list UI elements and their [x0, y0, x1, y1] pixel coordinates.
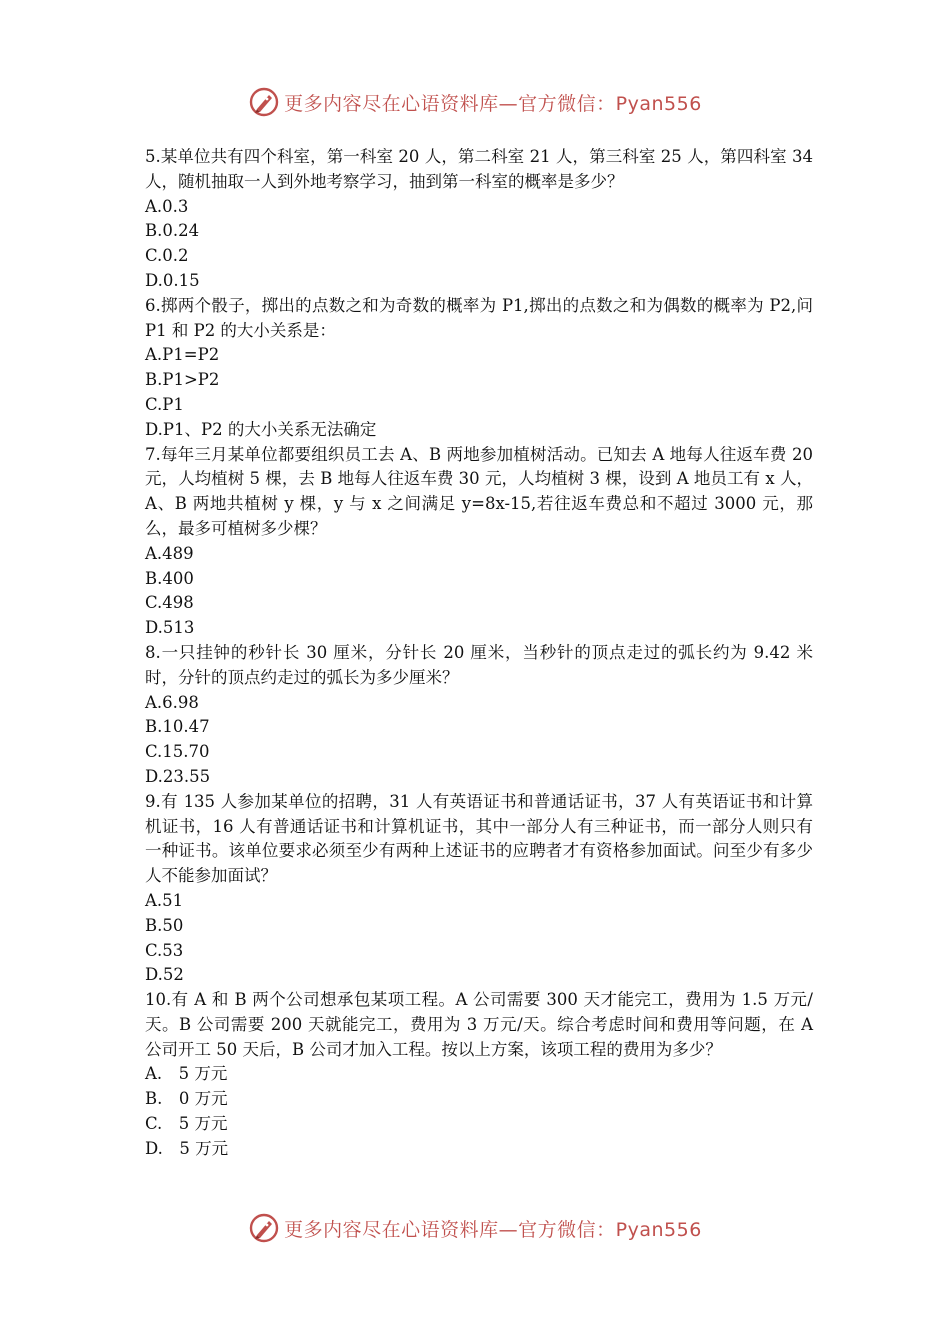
question-stem: 7.每年三月某单位都要组织员工去 A、B 两地参加植树活动。已知去 A 地每人往返车费 20 元，人均植树 5 棵，去 B 地每人往返车费 30 元，人均植树 3 棵，设到 A 地员工有 x 人，A、B 两地共植树 y 棵，y 与 x 之间满足 y=8x-15,若往返车费总和不超过 3000 元，那么，最多可植树多少棵？ [145, 444, 813, 538]
footer-banner-text: 更多内容尽在心语资料库—官方微信：Pyan556 [284, 1218, 702, 1241]
option: D.23.55 [145, 766, 211, 786]
option: B.0.24 [145, 221, 200, 241]
question-stem: 10.有 A 和 B 两个公司想承包某项工程。A 公司需要 300 天才能完工，费用为 1.5 万元/天。B 公司需要 200 天就能完工，费用为 3 万元/天。综合考虑时间和费用等问题，在 A 公司开工 50 天后，B 公司才加入工程。按以上方案，该项工程的费用为多少？ [145, 990, 813, 1059]
header-banner-text: 更多内容尽在心语资料库—官方微信：Pyan556 [284, 92, 702, 115]
option: A.489 [145, 543, 194, 563]
option: C.498 [145, 593, 194, 613]
footer-banner [0, 1208, 950, 1248]
question-list [145, 145, 813, 1162]
option: B.50 [145, 915, 184, 935]
option: B.400 [145, 568, 194, 588]
option: C.0.2 [145, 246, 189, 266]
pen-nib-logo-icon [248, 1212, 280, 1244]
question-stem: 5.某单位共有四个科室，第一科室 20 人，第二科室 21 人，第三科室 25 人，第四科室 34 人，随机抽取一人到外地考察学习，抽到第一科室的概率是多少？ [145, 147, 813, 191]
option: D.P1、P2 的大小关系无法确定 [145, 419, 377, 439]
option: C.53 [145, 940, 184, 960]
question-stem: 9.有 135 人参加某单位的招聘，31 人有英语证书和普通话证书，37 人有英语证书和计算机证书，16 人有普通话证书和计算机证书，其中一部分人有三种证书，而一部分人则只有一种证书。该单位要求必须至少有两种上述证书的应聘者才有资格参加面试。问至少有多少人不能参加面试？ [145, 791, 813, 886]
option: A.0.3 [145, 196, 189, 216]
option: B. 0 万元 [145, 1089, 228, 1109]
option: D.513 [145, 618, 195, 638]
option: C. 5 万元 [145, 1114, 228, 1134]
option: A.6.98 [145, 692, 199, 712]
option: C.P1 [145, 394, 184, 414]
option: C.15.70 [145, 742, 210, 762]
pen-nib-logo-icon [248, 86, 280, 118]
option: A.51 [145, 890, 184, 910]
question-stem: 6.掷两个骰子，掷出的点数之和为奇数的概率为 P1,掷出的点数之和为偶数的概率为 P2,问 P1 和 P2 的大小关系是： [145, 295, 813, 340]
option: B.P1>P2 [145, 370, 220, 390]
option: B.10.47 [145, 717, 210, 737]
option: D. 5 万元 [145, 1138, 229, 1158]
header-banner [0, 82, 950, 122]
option: D.52 [145, 965, 184, 985]
question-stem: 8.一只挂钟的秒针长 30 厘米，分针长 20 厘米，当秒针的顶点走过的弧长约为 9.42 米时，分针的顶点约走过的弧长为多少厘米？ [145, 642, 813, 687]
option: A.P1=P2 [145, 345, 220, 365]
option: D.0.15 [145, 270, 200, 290]
option: A. 5 万元 [145, 1064, 228, 1084]
